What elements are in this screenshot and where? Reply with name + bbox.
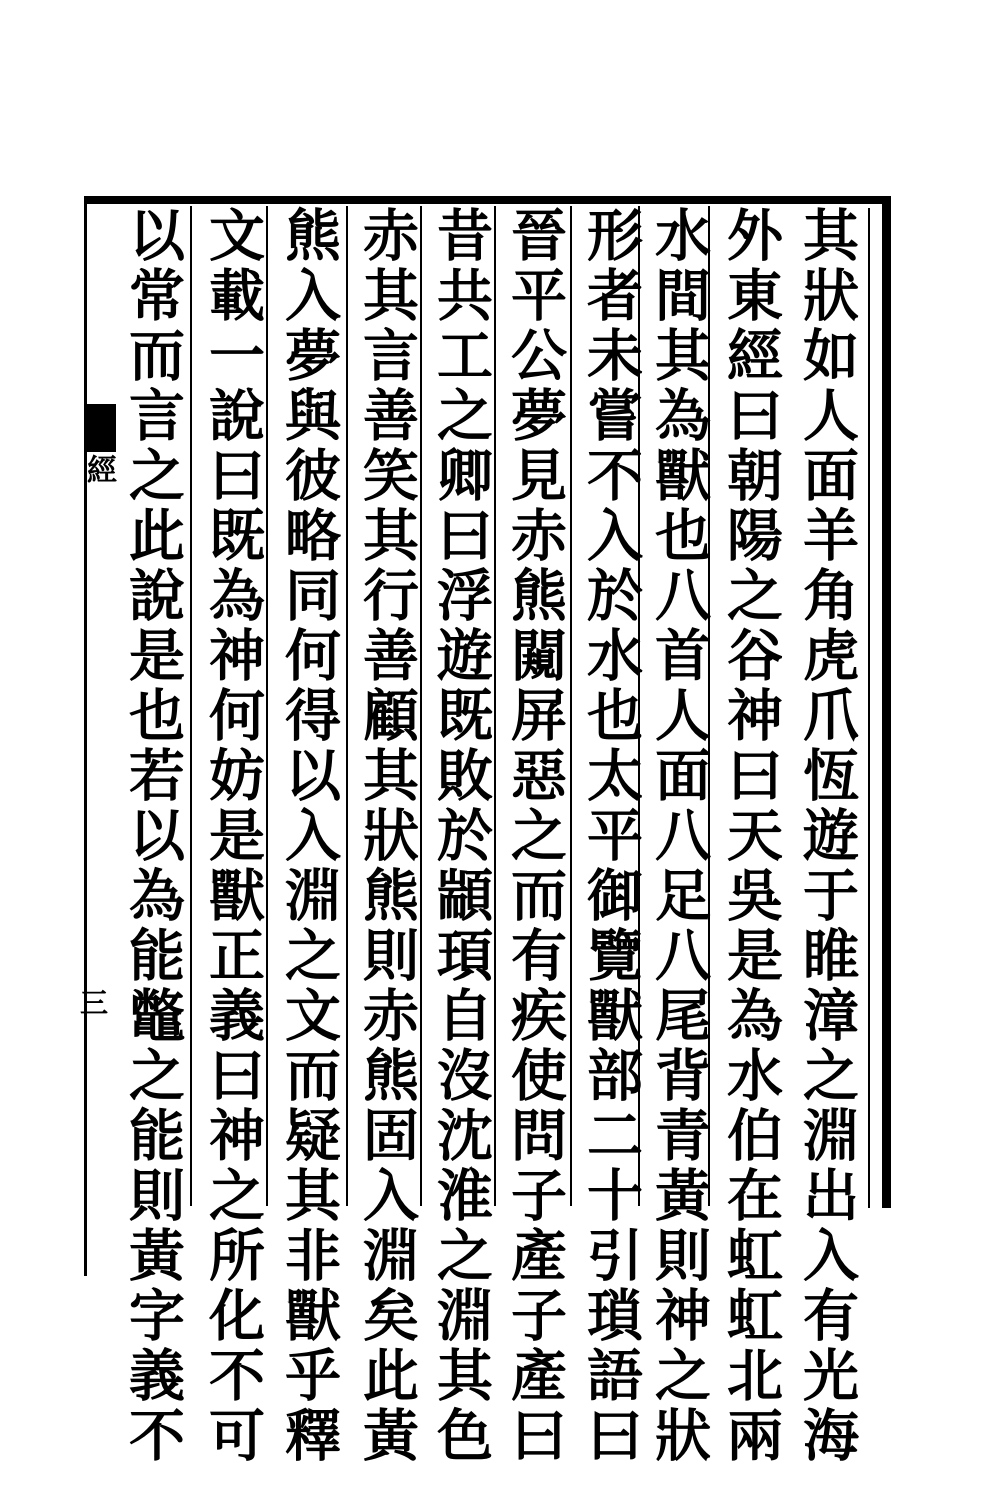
frame-right-rule [882, 196, 891, 1208]
fish-tail-mark [86, 404, 116, 452]
text-column-6: 昔共工之卿曰浮遊既敗於顓頊自沒沈淮之淵其色 [428, 206, 494, 1466]
text-column-2: 外東經曰朝陽之谷神曰天吳是為水伯在虹虹北兩 [718, 206, 784, 1466]
text-column-9: 文載一說曰既為神何妨是獸正義曰神之所化不可 [200, 206, 266, 1466]
margin-page-number: 三 [76, 988, 109, 1016]
text-column-3: 水間其為獸也八首人面八足八尾背青黃則神之狀 [646, 206, 712, 1466]
text-column-7: 赤其言善笑其行善顧其狀熊則赤熊固入淵矣此黃 [354, 206, 420, 1466]
column-divider [346, 206, 348, 1206]
text-column-4: 形者未嘗不入於水也太平御覽獸部二十引瑣語曰 [578, 206, 644, 1466]
column-divider [420, 206, 422, 1206]
text-column-5: 晉平公夢見赤熊闚屏惡之而有疾使問子產子產曰 [502, 206, 568, 1466]
text-column-10: 以常而言之此說是也若以為能鼈之能則黃字義不 [120, 206, 186, 1466]
frame-right-inner-rule [868, 208, 870, 1208]
text-column-8: 熊入夢與彼略同何得以入淵之文而疑其非獸乎釋 [276, 206, 342, 1466]
column-divider [570, 206, 572, 1206]
text-column-1: 其狀如人面羊角虎爪恆遊于睢漳之淵出入有光海 [794, 206, 860, 1466]
frame-left-rule [84, 196, 87, 1276]
column-divider [190, 206, 192, 1206]
column-divider [494, 206, 496, 1206]
column-divider [266, 206, 268, 1206]
frame-top-rule [84, 196, 890, 204]
margin-title: 經 [81, 454, 116, 486]
